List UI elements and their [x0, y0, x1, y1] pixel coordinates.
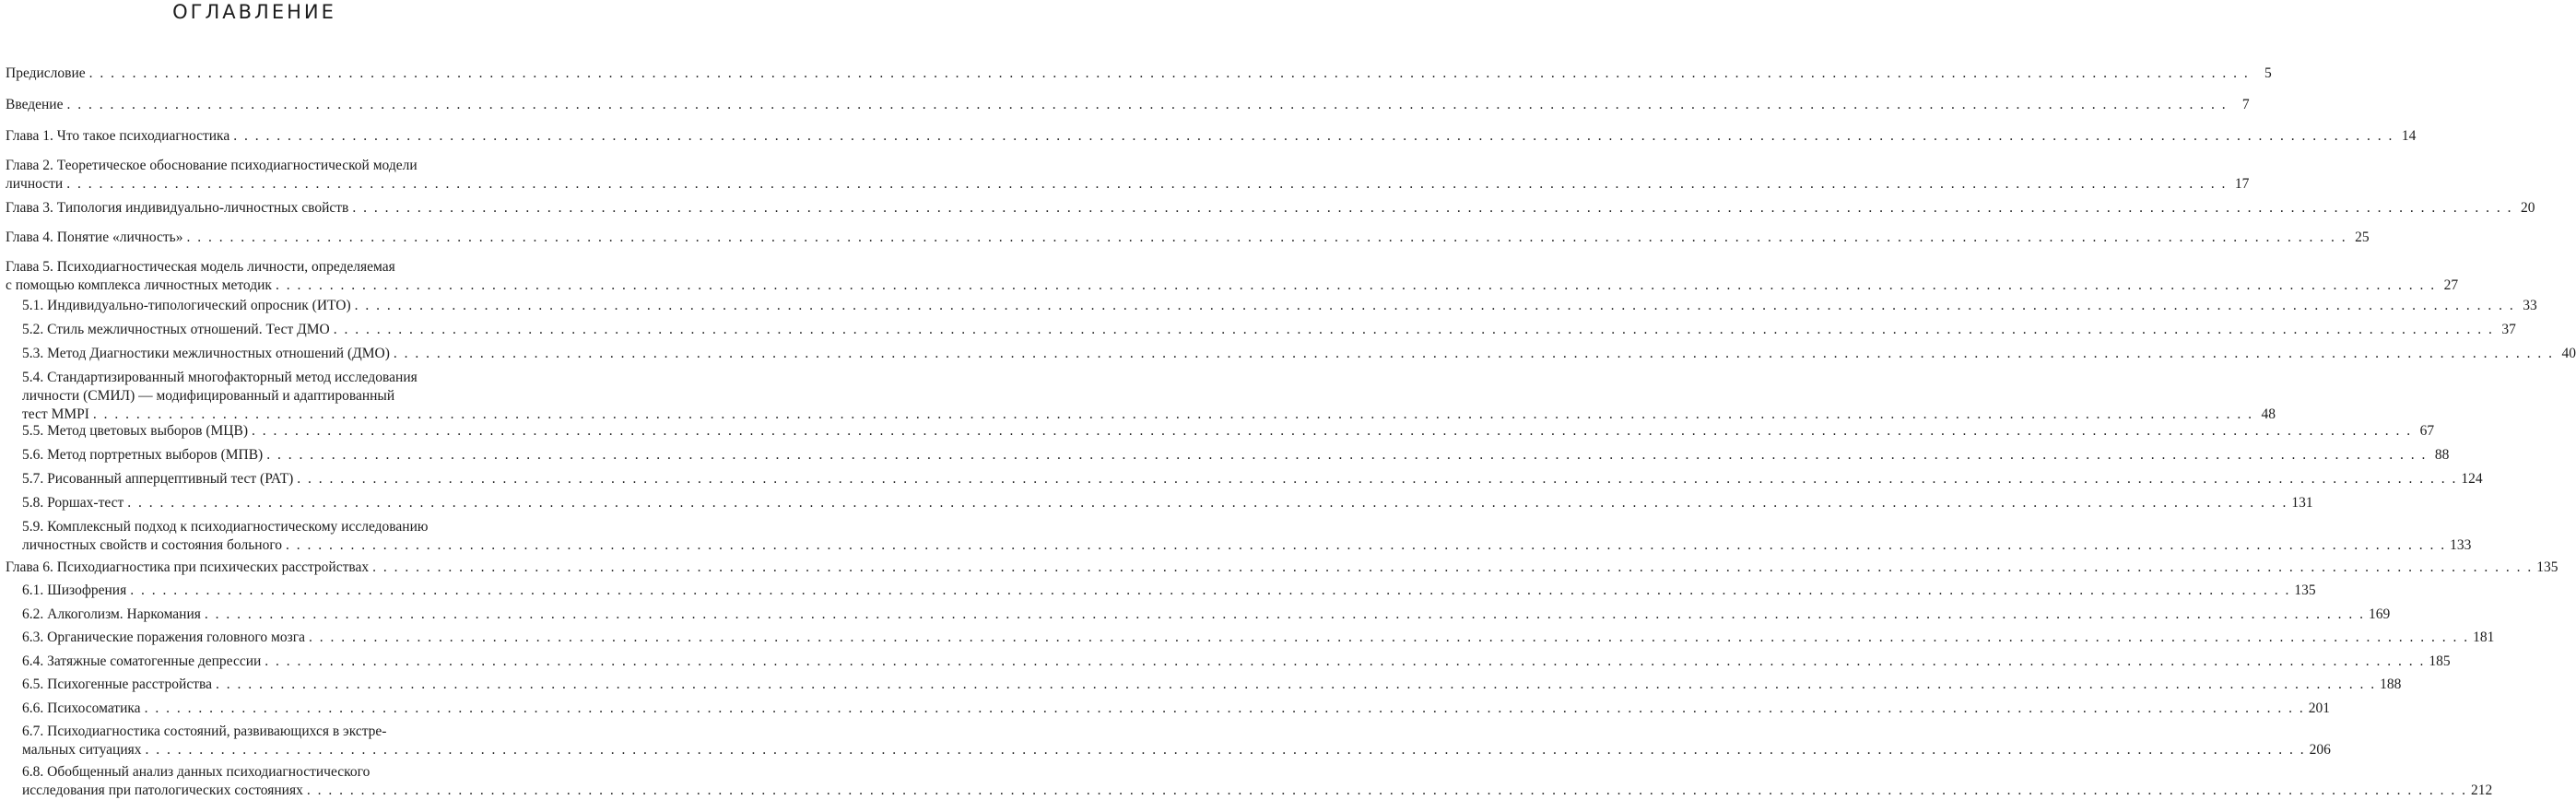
dot-leader: . . . . . . . . . . . . . . . . . . . . . . . . . . . . . . . . . . . . . . . . . . . . . . . . . . . . . . . . . . . . . . . . . . . . . . . . . . . . . . . . . . . . . . . . . . . . . . . . . . . . . . . . . . . . . . . . . . . . . . . . . . . . . . . . . . . . . . . . . . . . . . . . . . . . . . . . . . . . . . . . . . . . . . . . . . . . . . . . . . . . . . . . . . . . . . . . . . . . . . . .: [204, 606, 2366, 622]
toc-subsection-entry[interactable]: [22, 518, 2472, 555]
toc-subsection-entry[interactable]: [22, 422, 2435, 441]
dot-leader: . . . . . . . . . . . . . . . . . . . . . . . . . . . . . . . . . . . . . . . . . . . . . . . . . . . . . . . . . . . . . . . . . . . . . . . . . . . . . . . . . . . . . . . . . . . . . . . . . . . . . . . . . . . . . . . . . . . . . . . . . . . . . . . . . . . . . . . . . . . . . . . . . . . . . . . . . . . . . . . . . . . . . . . . . . . . . . . . . . . . . . . . . . . . . . . . . . . . . . . .: [393, 346, 2554, 361]
dot-leader: . . . . . . . . . . . . . . . . . . . . . . . . . . . . . . . . . . . . . . . . . . . . . . . . . . . . . . . . . . . . . . . . . . . . . . . . . . . . . . . . . . . . . . . . . . . . . . . . . . . . . . . . . . . . . . . . . . . . . . . . . . . . . . . . . . . . . . . . . . . . . . . . . . . . . . . . . . . . . . . . . . . . . . . . . . . . . . . . . . . . . . . . . . . . . . . . . . . . . . . .: [66, 97, 2228, 112]
toc-subsection-entry[interactable]: [22, 321, 2516, 339]
toc-entry-title: 6.3. Органические поражения головного мозга: [22, 629, 305, 645]
dot-leader: . . . . . . . . . . . . . . . . . . . . . . . . . . . . . . . . . . . . . . . . . . . . . . . . . . . . . . . . . . . . . . . . . . . . . . . . . . . . . . . . . . . . . . . . . . . . . . . . . . . . . . . . . . . . . . . . . . . . . . . . . . . . . . . . . . . . . . . . . . . . . . . . . . . . . . . . . . . . . . . . . . . . . . . . . . . . . . . . . . . . . . . . . . . . . . . . . . . . . . . .: [266, 447, 2428, 463]
toc-entry-title: Глава 2. Теоретическое обоснование психодиагностической модели: [6, 158, 418, 173]
toc-subsection-entry[interactable]: [22, 653, 2451, 671]
toc-page-number: 124: [2461, 471, 2483, 487]
toc-subsection-entry[interactable]: [22, 606, 2391, 624]
toc-entry-title: Предисловие: [6, 65, 86, 81]
toc-entry-title: тест MMPI: [22, 406, 89, 422]
dot-leader: . . . . . . . . . . . . . . . . . . . . . . . . . . . . . . . . . . . . . . . . . . . . . . . . . . . . . . . . . . . . . . . . . . . . . . . . . . . . . . . . . . . . . . . . . . . . . . . . . . . . . . . . . . . . . . . . . . . . . . . . . . . . . . . . . . . . . . . . . . . . . . . . . . . . . . . . . . . . . . . . . . . . . . . . . . . . . . . . . . . . . . . . . . . . . . . . . . . . . . . .: [275, 277, 2437, 293]
dot-leader: . . . . . . . . . . . . . . . . . . . . . . . . . . . . . . . . . . . . . . . . . . . . . . . . . . . . . . . . . . . . . . . . . . . . . . . . . . . . . . . . . . . . . . . . . . . . . . . . . . . . . . . . . . . . . . . . . . . . . . . . . . . . . . . . . . . . . . . . . . . . . . . . . . . . . . . . . . . . . . . . . . . . . . . . . . . . . . . . . . . . . . . . . . . . . . . . . . . . . . . .: [127, 495, 2288, 511]
toc-entry-title: Глава 5. Психодиагностическая модель личности, определяемая: [6, 259, 395, 275]
toc-entry-title: 5.2. Стиль межличностных отношений. Тест ДМО: [22, 322, 330, 337]
toc-entry-title: личностных свойств и состояния больного: [22, 537, 283, 553]
toc-chapter-entry[interactable]: [6, 199, 2535, 218]
toc-entry-title: Введение: [6, 97, 64, 112]
dot-leader: . . . . . . . . . . . . . . . . . . . . . . . . . . . . . . . . . . . . . . . . . . . . . . . . . . . . . . . . . . . . . . . . . . . . . . . . . . . . . . . . . . . . . . . . . . . . . . . . . . . . . . . . . . . . . . . . . . . . . . . . . . . . . . . . . . . . . . . . . . . . . . . . . . . . . . . . . . . . . . . . . . . . . . . . . . . . . . . . . . . . . . . . . . . . . . . . . . . . . . . .: [265, 653, 2426, 669]
toc-chapter-entry[interactable]: [6, 559, 2558, 577]
toc-entry-title: Глава 6. Психодиагностика при психических расстройствах: [6, 559, 370, 575]
toc-entry-title: 6.4. Затяжные соматогенные депрессии: [22, 653, 262, 669]
dot-leader: . . . . . . . . . . . . . . . . . . . . . . . . . . . . . . . . . . . . . . . . . . . . . . . . . . . . . . . . . . . . . . . . . . . . . . . . . . . . . . . . . . . . . . . . . . . . . . . . . . . . . . . . . . . . . . . . . . . . . . . . . . . . . . . . . . . . . . . . . . . . . . . . . . . . . . . . . . . . . . . . . . . . . . . . . . . . . . . . . . . . . . . . . . . . . . . . . . . . . . . .: [252, 423, 2413, 439]
page-title: ОГЛАВЛЕНИЕ: [172, 1, 336, 23]
toc-entry-title: 5.8. Роршах-тест: [22, 495, 124, 511]
toc-entry-title: 5.6. Метод портретных выборов (МПВ): [22, 447, 264, 463]
toc-page-number: 88: [2434, 447, 2450, 463]
toc-page-number: 206: [2309, 742, 2331, 758]
dot-leader: . . . . . . . . . . . . . . . . . . . . . . . . . . . . . . . . . . . . . . . . . . . . . . . . . . . . . . . . . . . . . . . . . . . . . . . . . . . . . . . . . . . . . . . . . . . . . . . . . . . . . . . . . . . . . . . . . . . . . . . . . . . . . . . . . . . . . . . . . . . . . . . . . . . . . . . . . . . . . . . . . . . . . . . . . . . . . . . . . . . . . . . . . . . . . . . . . . . . . . . .: [186, 229, 2347, 245]
toc-entry-title: мальных ситуациях: [22, 742, 142, 758]
toc-page-number: 37: [2501, 322, 2516, 337]
toc-chapter-entry[interactable]: [6, 65, 2272, 83]
toc-page-number: 135: [2536, 559, 2558, 575]
dot-leader: . . . . . . . . . . . . . . . . . . . . . . . . . . . . . . . . . . . . . . . . . . . . . . . . . . . . . . . . . . . . . . . . . . . . . . . . . . . . . . . . . . . . . . . . . . . . . . . . . . . . . . . . . . . . . . . . . . . . . . . . . . . . . . . . . . . . . . . . . . . . . . . . . . . . . . . . . . . . . . . . . . . . . . . . . . . . . . . . . . . . . . . . . . . . . . . . . . . . . . . .: [233, 128, 2394, 144]
toc-page-number: 25: [2355, 229, 2370, 245]
toc-entry-title: 6.8. Обобщенный анализ данных психодиагностического: [22, 764, 371, 780]
toc-chapter-entry[interactable]: [6, 157, 2250, 194]
toc-entry-title: Глава 4. Понятие «личность»: [6, 229, 183, 245]
toc-page-number: 20: [2520, 200, 2535, 216]
dot-leader: . . . . . . . . . . . . . . . . . . . . . . . . . . . . . . . . . . . . . . . . . . . . . . . . . . . . . . . . . . . . . . . . . . . . . . . . . . . . . . . . . . . . . . . . . . . . . . . . . . . . . . . . . . . . . . . . . . . . . . . . . . . . . . . . . . . . . . . . . . . . . . . . . . . . . . . . . . . . . . . . . . . . . . . . . . . . . . . . . . . . . . . . . . . . . . . . . . . . . . . .: [216, 676, 2377, 692]
toc-page-number: 181: [2473, 629, 2495, 645]
dot-leader: . . . . . . . . . . . . . . . . . . . . . . . . . . . . . . . . . . . . . . . . . . . . . . . . . . . . . . . . . . . . . . . . . . . . . . . . . . . . . . . . . . . . . . . . . . . . . . . . . . . . . . . . . . . . . . . . . . . . . . . . . . . . . . . . . . . . . . . . . . . . . . . . . . . . . . . . . . . . . . . . . . . . . . . . . . . . . . . . . . . . . . . . . . . . . . . . . . . . . . . .: [372, 559, 2534, 575]
toc-entry-title: 6.5. Психогенные расстройства: [22, 676, 212, 692]
dot-leader: . . . . . . . . . . . . . . . . . . . . . . . . . . . . . . . . . . . . . . . . . . . . . . . . . . . . . . . . . . . . . . . . . . . . . . . . . . . . . . . . . . . . . . . . . . . . . . . . . . . . . . . . . . . . . . . . . . . . . . . . . . . . . . . . . . . . . . . . . . . . . . . . . . . . . . . . . . . . . . . . . . . . . . . . . . . . . . . . . . . . . . . . . . . . . . . . . . . . . . . .: [286, 537, 2447, 553]
toc-entry-title: 6.6. Психосоматика: [22, 700, 141, 716]
toc-page-number: 212: [2470, 782, 2493, 798]
toc-entry-title: 6.7. Психодиагностика состояний, развивающихся в экстре-: [22, 724, 387, 739]
toc-subsection-entry[interactable]: [22, 345, 2576, 363]
dot-leader: . . . . . . . . . . . . . . . . . . . . . . . . . . . . . . . . . . . . . . . . . . . . . . . . . . . . . . . . . . . . . . . . . . . . . . . . . . . . . . . . . . . . . . . . . . . . . . . . . . . . . . . . . . . . . . . . . . . . . . . . . . . . . . . . . . . . . . . . . . . . . . . . . . . . . . . . . . . . . . . . . . . . . . . . . . . . . . . . . . . . . . . . . . . . . . . . . . . . . . . .: [66, 176, 2228, 192]
dot-leader: . . . . . . . . . . . . . . . . . . . . . . . . . . . . . . . . . . . . . . . . . . . . . . . . . . . . . . . . . . . . . . . . . . . . . . . . . . . . . . . . . . . . . . . . . . . . . . . . . . . . . . . . . . . . . . . . . . . . . . . . . . . . . . . . . . . . . . . . . . . . . . . . . . . . . . . . . . . . . . . . . . . . . . . . . . . . . . . . . . . . . . . . . . . . . . . . . . . . . . . .: [333, 322, 2494, 337]
toc-entry-title: 5.3. Метод Диагностики межличностных отношений (ДМО): [22, 346, 390, 361]
toc-page-number: 40: [2561, 346, 2576, 361]
toc-entry-title: 6.1. Шизофрения: [22, 582, 127, 598]
toc-chapter-entry[interactable]: [6, 127, 2417, 146]
dot-leader: . . . . . . . . . . . . . . . . . . . . . . . . . . . . . . . . . . . . . . . . . . . . . . . . . . . . . . . . . . . . . . . . . . . . . . . . . . . . . . . . . . . . . . . . . . . . . . . . . . . . . . . . . . . . . . . . . . . . . . . . . . . . . . . . . . . . . . . . . . . . . . . . . . . . . . . . . . . . . . . . . . . . . . . . . . . . . . . . . . . . . . . . . . . . . . . . . . . . . . . .: [308, 629, 2470, 645]
toc-page-number: 14: [2401, 128, 2417, 144]
toc-subsection-entry[interactable]: [22, 700, 2330, 718]
dot-leader: . . . . . . . . . . . . . . . . . . . . . . . . . . . . . . . . . . . . . . . . . . . . . . . . . . . . . . . . . . . . . . . . . . . . . . . . . . . . . . . . . . . . . . . . . . . . . . . . . . . . . . . . . . . . . . . . . . . . . . . . . . . . . . . . . . . . . . . . . . . . . . . . . . . . . . . . . . . . . . . . . . . . . . . . . . . . . . . . . . . . . . . . . . . . . . . . . . . . . . . .: [297, 471, 2458, 487]
toc-page-number: 48: [2261, 406, 2276, 422]
toc-subsection-entry[interactable]: [22, 723, 2331, 759]
toc-entry-title: личности (СМИЛ) — модифицированный и адаптированный: [22, 388, 395, 404]
dot-leader: . . . . . . . . . . . . . . . . . . . . . . . . . . . . . . . . . . . . . . . . . . . . . . . . . . . . . . . . . . . . . . . . . . . . . . . . . . . . . . . . . . . . . . . . . . . . . . . . . . . . . . . . . . . . . . . . . . . . . . . . . . . . . . . . . . . . . . . . . . . . . . . . . . . . . . . . . . . . . . . . . . . . . . . . . . . . . . . . . . . . . . . . . . . . . . . . . . . . . . . .: [306, 782, 2467, 798]
toc-page-number: 67: [2419, 423, 2435, 439]
toc-entry-title: 5.7. Рисованный апперцептивный тест (РАТ): [22, 471, 294, 487]
toc-subsection-entry[interactable]: [22, 763, 2493, 800]
toc-entry-title: 5.9. Комплексный подход к психодиагностическому исследованию: [22, 519, 429, 535]
toc-page-number: 135: [2294, 582, 2316, 598]
toc-page-number: 169: [2369, 606, 2391, 622]
toc-chapter-entry[interactable]: [6, 229, 2370, 247]
toc-page-number: 33: [2523, 298, 2537, 313]
toc-entry-title: 5.5. Метод цветовых выборов (МЦВ): [22, 423, 248, 439]
toc-page-number: 185: [2429, 653, 2451, 669]
dot-leader: . . . . . . . . . . . . . . . . . . . . . . . . . . . . . . . . . . . . . . . . . . . . . . . . . . . . . . . . . . . . . . . . . . . . . . . . . . . . . . . . . . . . . . . . . . . . . . . . . . . . . . . . . . . . . . . . . . . . . . . . . . . . . . . . . . . . . . . . . . . . . . . . . . . . . . . . . . . . . . . . . . . . . . . . . . . . . . . . . . . . . . . . . . . . . . . . . . . . . . . .: [144, 700, 2305, 716]
toc-page-number: 131: [2291, 495, 2313, 511]
dot-leader: . . . . . . . . . . . . . . . . . . . . . . . . . . . . . . . . . . . . . . . . . . . . . . . . . . . . . . . . . . . . . . . . . . . . . . . . . . . . . . . . . . . . . . . . . . . . . . . . . . . . . . . . . . . . . . . . . . . . . . . . . . . . . . . . . . . . . . . . . . . . . . . . . . . . . . . . . . . . . . . . . . . . . . . . . . . . . . . . . . . . . . . . . . . . . . . . . . . . . . . .: [130, 582, 2291, 598]
toc-entry-title: исследования при патологических состояниях: [22, 782, 303, 798]
toc-chapter-entry[interactable]: [6, 258, 2459, 295]
dot-leader: . . . . . . . . . . . . . . . . . . . . . . . . . . . . . . . . . . . . . . . . . . . . . . . . . . . . . . . . . . . . . . . . . . . . . . . . . . . . . . . . . . . . . . . . . . . . . . . . . . . . . . . . . . . . . . . . . . . . . . . . . . . . . . . . . . . . . . . . . . . . . . . . . . . . . . . . . . . . . . . . . . . . . . . . . . . . . . . . . . . . . . . . . . . . . . . . . . . . . . . .: [145, 742, 2306, 758]
toc-page-number: 27: [2443, 277, 2459, 293]
dot-leader: . . . . . . . . . . . . . . . . . . . . . . . . . . . . . . . . . . . . . . . . . . . . . . . . . . . . . . . . . . . . . . . . . . . . . . . . . . . . . . . . . . . . . . . . . . . . . . . . . . . . . . . . . . . . . . . . . . . . . . . . . . . . . . . . . . . . . . . . . . . . . . . . . . . . . . . . . . . . . . . . . . . . . . . . . . . . . . . . . . . . . . . . . . . . . . . . . . . . . . . .: [354, 298, 2515, 313]
toc-entry-title: Глава 3. Типология индивидуально-личностных свойств: [6, 200, 349, 216]
toc-entry-title: с помощью комплекса личностных методик: [6, 277, 272, 293]
toc-page-number: 5: [2264, 65, 2272, 81]
toc-page-number: 188: [2380, 676, 2402, 692]
toc-entry-title: 5.4. Стандартизированный многофакторный метод исследования: [22, 370, 418, 385]
dot-leader: . . . . . . . . . . . . . . . . . . . . . . . . . . . . . . . . . . . . . . . . . . . . . . . . . . . . . . . . . . . . . . . . . . . . . . . . . . . . . . . . . . . . . . . . . . . . . . . . . . . . . . . . . . . . . . . . . . . . . . . . . . . . . . . . . . . . . . . . . . . . . . . . . . . . . . . . . . . . . . . . . . . . . . . . . . . . . . . . . . . . . . . . . . . . . . . . . . . . . . . .: [352, 200, 2513, 216]
toc-entry-title: 6.2. Алкоголизм. Наркомания: [22, 606, 201, 622]
toc-subsection-entry[interactable]: [22, 629, 2495, 647]
toc-subsection-entry[interactable]: [22, 470, 2483, 488]
toc-subsection-entry[interactable]: [22, 446, 2450, 465]
toc-entry-title: Глава 1. Что такое психодиагностика: [6, 128, 230, 144]
toc-chapter-entry[interactable]: [6, 96, 2250, 114]
toc-entry-title: 5.1. Индивидуально-типологический опросник (ИТО): [22, 298, 351, 313]
dot-leader: . . . . . . . . . . . . . . . . . . . . . . . . . . . . . . . . . . . . . . . . . . . . . . . . . . . . . . . . . . . . . . . . . . . . . . . . . . . . . . . . . . . . . . . . . . . . . . . . . . . . . . . . . . . . . . . . . . . . . . . . . . . . . . . . . . . . . . . . . . . . . . . . . . . . . . . . . . . . . . . . . . . . . . . . . . . . . . . . . . . . . . . . . . . . . . . . . . . . . . . .: [92, 406, 2254, 422]
toc-subsection-entry[interactable]: [22, 297, 2537, 315]
toc-page-number: 201: [2308, 700, 2330, 716]
toc-page-number: 7: [2241, 97, 2250, 112]
toc-page-number: 17: [2234, 176, 2250, 192]
toc-subsection-entry[interactable]: [22, 369, 2276, 424]
toc-subsection-entry[interactable]: [22, 494, 2313, 512]
toc-subsection-entry[interactable]: [22, 582, 2316, 600]
toc-entry-title: личности: [6, 176, 64, 192]
toc-page-number: 133: [2450, 537, 2472, 553]
dot-leader: . . . . . . . . . . . . . . . . . . . . . . . . . . . . . . . . . . . . . . . . . . . . . . . . . . . . . . . . . . . . . . . . . . . . . . . . . . . . . . . . . . . . . . . . . . . . . . . . . . . . . . . . . . . . . . . . . . . . . . . . . . . . . . . . . . . . . . . . . . . . . . . . . . . . . . . . . . . . . . . . . . . . . . . . . . . . . . . . . . . . . . . . . . . . . . . . . . . . . . . .: [88, 65, 2250, 81]
toc-subsection-entry[interactable]: [22, 676, 2402, 694]
